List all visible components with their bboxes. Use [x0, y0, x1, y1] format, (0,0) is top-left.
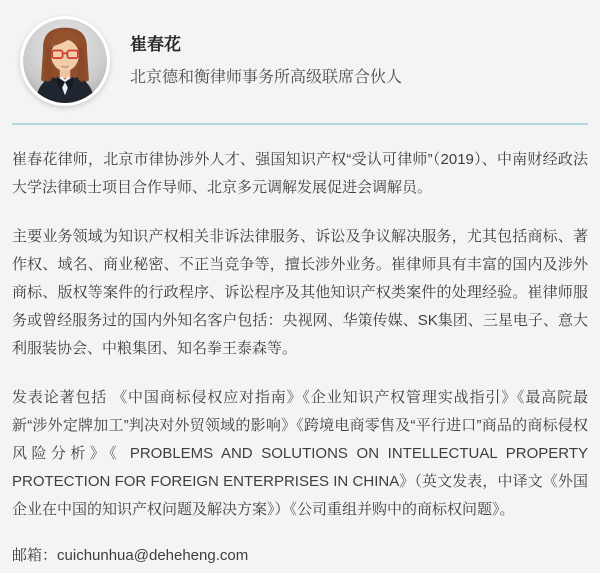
- bio-paragraph-credentials: 崔春花律师，北京市律协涉外人才、强国知识产权“受认可律师”（2019）、中南财经政法大学法律硕士项目合作导师、北京多元调解发展促进会调解员。: [12, 151, 588, 196]
- email-label: 邮箱：: [12, 547, 58, 564]
- email-address[interactable]: cuichunhua@deheheng.com: [57, 547, 249, 564]
- profile-info: [130, 35, 588, 87]
- bio-section: [12, 146, 588, 570]
- avatar-portrait-image: [23, 19, 107, 103]
- section-divider: [12, 123, 588, 125]
- profile-header: [12, 16, 588, 106]
- bio-paragraph-publications: 发表论著包括 《中国商标侵权应对指南》《企业知识产权管理实战指引》《最高院最新“涉外定牌加工”判决对外贸领域的影响》《跨境电商零售及“平行进口”商品的商标侵权风险分析》《 PROBLEMS AND SOLUTIONS ON INTELLECTUAL PROPERTY PROTECTION FOR FOREIGN ENTERPRISES IN CHINA》（英文发表，中译文《外国企业在中国的知识产权问题及解决方案》）《公司重组并购中的商标权问题》。: [12, 389, 588, 518]
- profile-name: 崔春花: [130, 35, 181, 54]
- avatar: [20, 16, 110, 106]
- profile-job-title: 北京德和衡律师事务所高级联席合伙人: [130, 69, 403, 86]
- email-line: [12, 542, 588, 570]
- bio-paragraph-practice-areas: 主要业务领域为知识产权相关非诉法律服务、诉讼及争议解决服务，尤其包括商标、著作权、域名、商业秘密、不正当竞争等，擅长涉外业务。崔律师具有丰富的国内及涉外商标、版权等案件的行政程序、诉讼程序及其他知识产权类案件的处理经验。崔律师服务或曾经服务过的国内外知名客户包括：央视网、华策传媒、SK集团、三星电子、意大利服装协会、中粮集团、知名拳王泰森等。: [12, 228, 588, 357]
